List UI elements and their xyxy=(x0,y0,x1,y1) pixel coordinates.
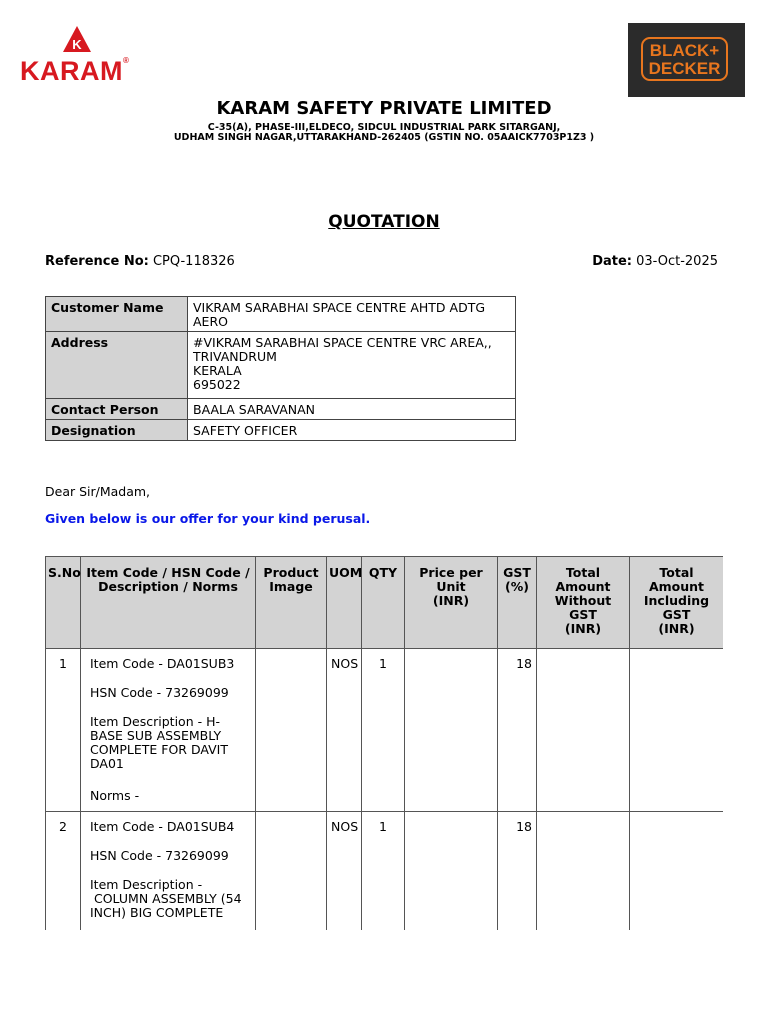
row-norms: Norms - xyxy=(90,788,140,803)
header-item: Item Code / HSN Code / Description / Norms xyxy=(81,557,256,649)
black-decker-logo xyxy=(628,23,745,97)
row-description xyxy=(81,812,256,931)
row-qty: 1 xyxy=(362,812,405,931)
customer-name-row xyxy=(46,297,516,332)
address-value: #VIKRAM SARABHAI SPACE CENTRE VRC AREA,, TRIVANDRUM KERALA 695022 xyxy=(188,332,516,399)
row-item-code: Item Code - DA01SUB3 xyxy=(90,656,235,671)
header-price: Price per Unit (INR) xyxy=(405,557,498,649)
bd-logo-line2: DECKER xyxy=(648,59,721,78)
karam-logo xyxy=(20,26,145,88)
header-total-including-gst: Total Amount Including GST (INR) xyxy=(630,557,724,649)
customer-name-value: VIKRAM SARABHAI SPACE CENTRE AHTD ADTG AERO xyxy=(188,297,516,332)
karam-mark-icon xyxy=(63,26,91,52)
header-total-without-gst: Total Amount Without GST (INR) xyxy=(537,557,630,649)
row-gst: 18 xyxy=(498,649,537,812)
row-uom: NOS xyxy=(327,649,362,812)
items-table-container xyxy=(45,556,723,930)
row-hsn-code: HSN Code - 73269099 xyxy=(90,685,229,700)
greeting: Dear Sir/Madam, xyxy=(45,484,151,499)
row-item-description: Item Description - H- BASE SUB ASSEMBLY COMPLETE FOR DAVIT DA01 xyxy=(90,714,228,771)
header-product-image: Product Image xyxy=(256,557,327,649)
items-table xyxy=(45,556,723,930)
row-price xyxy=(405,812,498,931)
address-label: Address xyxy=(46,332,188,399)
table-row xyxy=(46,812,724,931)
company-address-line2: UDHAM SINGH NAGAR,UTTARAKHAND-262405 (GSTIN NO. 05AAICK7703P1Z3 ) xyxy=(173,132,595,143)
row-uom: NOS xyxy=(327,812,362,931)
header-gst: GST (%) xyxy=(498,557,537,649)
row-total-including-gst xyxy=(630,812,724,931)
customer-name-label: Customer Name xyxy=(46,297,188,332)
contact-person-value: BAALA SARAVANAN xyxy=(188,399,516,420)
document-title: QUOTATION xyxy=(328,212,440,232)
company-address-line1: C-35(A), PHASE-III,ELDECO, SIDCUL INDUSTRIAL PARK SITARGANJ, xyxy=(207,122,561,133)
table-row xyxy=(46,649,724,812)
items-header-row xyxy=(46,557,724,649)
address-row xyxy=(46,332,516,399)
quotation-date: Date: 03-Oct-2025 xyxy=(592,254,718,269)
designation-value: SAFETY OFFICER xyxy=(188,420,516,441)
contact-person-row xyxy=(46,399,516,420)
row-item-code: Item Code - DA01SUB4 xyxy=(90,819,235,834)
row-hsn-code: HSN Code - 73269099 xyxy=(90,848,229,863)
row-product-image xyxy=(256,812,327,931)
karam-wordmark: KARAM® xyxy=(20,56,130,86)
header-sno: S.No xyxy=(46,557,81,649)
offer-text: Given below is our offer for your kind perusal. xyxy=(45,511,371,526)
row-total-including-gst xyxy=(630,649,724,812)
header-uom: UOM xyxy=(327,557,362,649)
designation-label: Designation xyxy=(46,420,188,441)
designation-row xyxy=(46,420,516,441)
row-total-without-gst xyxy=(537,649,630,812)
row-qty: 1 xyxy=(362,649,405,812)
row-description xyxy=(81,649,256,812)
row-product-image xyxy=(256,649,327,812)
row-sno: 1 xyxy=(46,649,81,812)
reference-number: Reference No: CPQ-118326 xyxy=(45,254,235,269)
company-name: KARAM SAFETY PRIVATE LIMITED xyxy=(216,98,552,119)
row-price xyxy=(405,649,498,812)
header-qty: QTY xyxy=(362,557,405,649)
bd-logo-line1: BLACK+ xyxy=(649,41,720,60)
contact-person-label: Contact Person xyxy=(46,399,188,420)
row-gst: 18 xyxy=(498,812,537,931)
customer-details-table xyxy=(45,296,516,441)
row-sno: 2 xyxy=(46,812,81,931)
row-item-description: Item Description - COLUMN ASSEMBLY (54 INCH) BIG COMPLETE xyxy=(90,877,242,920)
row-total-without-gst xyxy=(537,812,630,931)
svg-text:K: K xyxy=(72,37,82,52)
